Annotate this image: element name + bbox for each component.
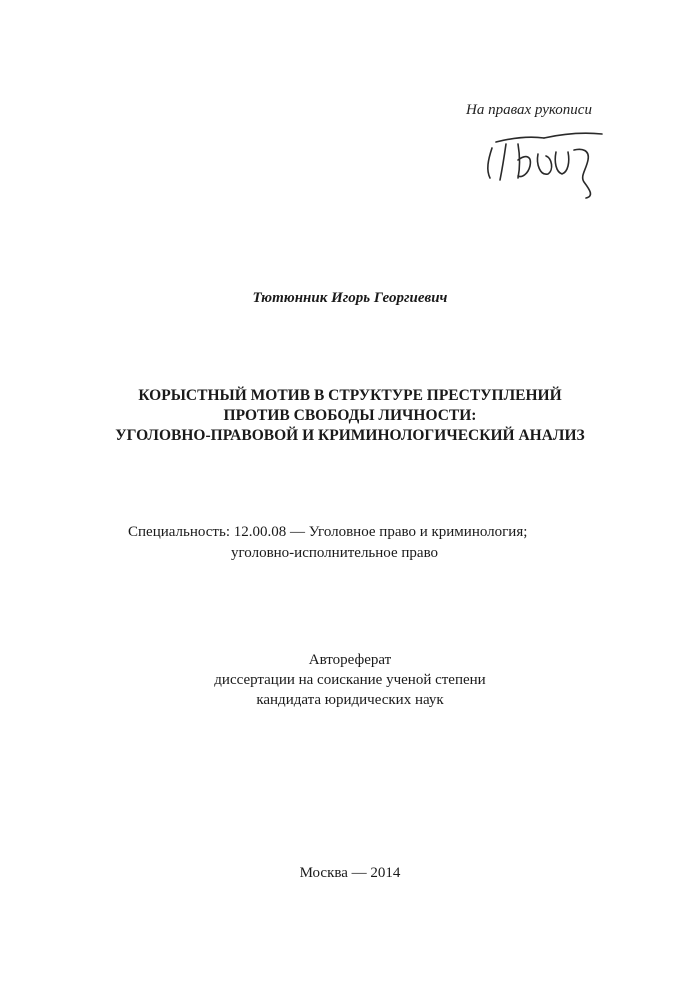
abstract-line: кандидата юридических наук [256, 692, 444, 708]
abstract-block [0, 650, 700, 710]
city-year: Москва — 2014 [299, 865, 401, 881]
manuscript-note: На правах рукописи [466, 102, 592, 118]
title-line: УГОЛОВНО-ПРАВОВОЙ И КРИМИНОЛОГИЧЕСКИЙ АНАЛИЗ [115, 427, 585, 444]
handwritten-signature [482, 120, 617, 200]
abstract-line: Автореферат [308, 652, 392, 668]
title-line: КОРЫСТНЫЙ МОТИВ В СТРУКТУРЕ ПРЕСТУПЛЕНИЙ [138, 387, 562, 404]
abstract-line: диссертации на соискание ученой степени [214, 672, 486, 688]
speciality-line: Специальность: 12.00.08 — Уголовное право и криминология; [128, 524, 528, 540]
author-name: Тютюнник Игорь Георгиевич [252, 290, 448, 306]
title-line: ПРОТИВ СВОБОДЫ ЛИЧНОСТИ: [223, 407, 477, 424]
speciality-block [128, 522, 527, 564]
speciality-line: уголовно-исполнительное право [231, 545, 439, 561]
dissertation-title [60, 386, 640, 446]
